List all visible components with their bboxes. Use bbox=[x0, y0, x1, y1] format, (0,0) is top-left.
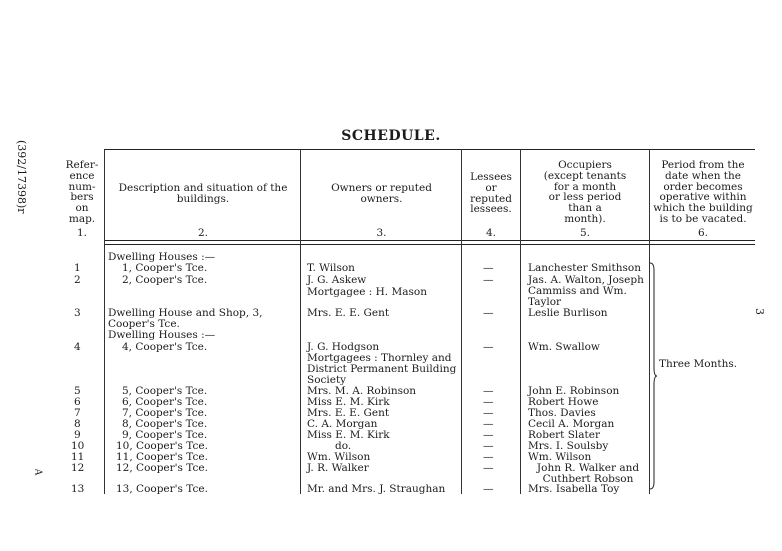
row-lessee: — bbox=[483, 407, 494, 419]
row-lessee: — bbox=[483, 396, 494, 408]
column-divider bbox=[300, 149, 301, 494]
row-lessee: — bbox=[483, 385, 494, 397]
column-divider bbox=[461, 149, 462, 494]
row-owner: Miss E. M. Kirk bbox=[307, 396, 390, 408]
row-occupier: Mrs. Isabella Toy bbox=[528, 483, 620, 495]
row-lessee: — bbox=[483, 307, 494, 319]
header-lessees: Lessees or reputed lessees. bbox=[470, 171, 512, 216]
row-owner-note: Mortgagee : H. Mason bbox=[307, 286, 427, 298]
row-description: 7, Cooper's Tce. bbox=[122, 407, 208, 419]
header-occupiers: Occupiers (except tenants for a month or less period than a month). bbox=[543, 159, 627, 225]
row-owner: Wm. Wilson bbox=[307, 451, 371, 463]
side-reference-code: (392/17398)r bbox=[15, 140, 28, 214]
row-occupier: Wm. Wilson bbox=[528, 451, 592, 463]
header-number: 3. bbox=[376, 227, 387, 239]
row-owner: do. bbox=[335, 440, 352, 452]
row-description: 9, Cooper's Tce. bbox=[122, 429, 208, 441]
margin-mark: A bbox=[32, 468, 43, 476]
row-lessee: — bbox=[483, 440, 494, 452]
row-owner: J. G. Askew bbox=[307, 274, 367, 286]
row-owner: Mr. and Mrs. J. Straughan bbox=[307, 483, 446, 495]
page-number: 3 bbox=[753, 308, 766, 315]
row-ref: 12 bbox=[71, 462, 85, 474]
row-ref: 13 bbox=[71, 483, 85, 495]
row-lessee: — bbox=[483, 429, 494, 441]
row-occupier: Lanchester Smithson bbox=[528, 262, 641, 274]
row-owner: T. Wilson bbox=[307, 262, 355, 274]
row-occupier: Cecil A. Morgan bbox=[528, 418, 615, 430]
row-description: 4, Cooper's Tce. bbox=[122, 341, 208, 353]
row-ref: 1 bbox=[74, 262, 81, 274]
row-ref: 5 bbox=[74, 385, 81, 397]
row-lessee: — bbox=[483, 483, 494, 495]
row-occupier: Wm. Swallow bbox=[528, 341, 600, 353]
row-ref: 8 bbox=[74, 418, 81, 430]
row-lessee: — bbox=[483, 451, 494, 463]
row-occupier: Thos. Davies bbox=[528, 407, 596, 419]
row-ref: 9 bbox=[74, 429, 81, 441]
row-description: 13, Cooper's Tce. bbox=[116, 483, 208, 495]
header-owners: Owners or reputed owners. bbox=[331, 182, 432, 205]
row-ref: 11 bbox=[71, 451, 85, 463]
row-occupier: Robert Howe bbox=[528, 396, 599, 408]
row-ref: 4 bbox=[74, 341, 81, 353]
header-description: Description and situation of the buildings. bbox=[118, 182, 288, 205]
column-divider bbox=[104, 149, 105, 494]
row-ref: 7 bbox=[74, 407, 81, 419]
column-divider bbox=[520, 149, 521, 494]
row-description: 5, Cooper's Tce. bbox=[122, 385, 208, 397]
schedule-title: SCHEDULE. bbox=[341, 128, 441, 144]
header-rule-2 bbox=[105, 244, 755, 245]
header-number: 2. bbox=[197, 227, 209, 239]
row-lessee: — bbox=[483, 341, 494, 353]
header-number: 6. bbox=[697, 227, 709, 239]
row-description: 12, Cooper's Tce. bbox=[116, 462, 208, 474]
group-heading: Dwelling Houses :— bbox=[108, 251, 216, 263]
row-owner: Mrs. E. E. Gent bbox=[307, 307, 390, 319]
row-description: 8, Cooper's Tce. bbox=[122, 418, 208, 430]
row-ref: 10 bbox=[71, 440, 85, 452]
group-heading: Dwelling Houses :— bbox=[108, 329, 216, 341]
row-occupier: Mrs. I. Soulsby bbox=[528, 440, 609, 452]
row-occupier: Robert Slater bbox=[528, 429, 601, 441]
row-description: 2, Cooper's Tce. bbox=[122, 274, 208, 286]
row-description: 1, Cooper's Tce. bbox=[122, 262, 208, 274]
row-lessee: — bbox=[483, 262, 494, 274]
row-lessee: — bbox=[483, 274, 494, 286]
row-occupier: John R. Walker and Cuthbert Robson bbox=[536, 462, 640, 485]
row-owner: C. A. Morgan bbox=[307, 418, 378, 430]
row-ref: 3 bbox=[74, 307, 81, 319]
row-owner-note: Mortgagees : Thornley and District Permanent Building Society bbox=[307, 352, 457, 386]
row-occupier: Jas. A. Walton, Joseph Cammiss and Wm. Taylor bbox=[528, 274, 644, 308]
row-lessee: — bbox=[483, 418, 494, 430]
row-occupier: Leslie Burlison bbox=[528, 307, 608, 319]
row-description: Dwelling House and Shop, 3, Cooper's Tce. bbox=[108, 307, 263, 330]
row-owner: J. G. Hodgson bbox=[307, 341, 380, 353]
row-occupier: John E. Robinson bbox=[528, 385, 620, 397]
row-ref: 6 bbox=[74, 396, 81, 408]
period-value: Three Months. bbox=[659, 358, 738, 370]
header-rule bbox=[105, 240, 755, 241]
row-owner: Mrs. M. A. Robinson bbox=[307, 385, 417, 397]
brace-icon bbox=[649, 262, 657, 490]
header-number: 5. bbox=[579, 227, 591, 239]
row-ref: 2 bbox=[74, 274, 81, 286]
row-lessee: — bbox=[483, 462, 494, 474]
row-description: 6, Cooper's Tce. bbox=[122, 396, 208, 408]
row-owner: J. R. Walker bbox=[307, 462, 369, 474]
row-description: 10, Cooper's Tce. bbox=[116, 440, 208, 452]
top-rule bbox=[105, 149, 755, 150]
header-number: 1. bbox=[76, 227, 88, 239]
header-reference-numbers: Refer- ence num- bers on map. bbox=[65, 159, 99, 225]
row-owner: Mrs. E. E. Gent bbox=[307, 407, 390, 419]
row-owner: Miss E. M. Kirk bbox=[307, 429, 390, 441]
row-description: 11, Cooper's Tce. bbox=[116, 451, 208, 463]
header-number: 4. bbox=[485, 227, 497, 239]
header-period: Period from the date when the order becomes operative within which the building is to be vacated. bbox=[653, 159, 753, 225]
